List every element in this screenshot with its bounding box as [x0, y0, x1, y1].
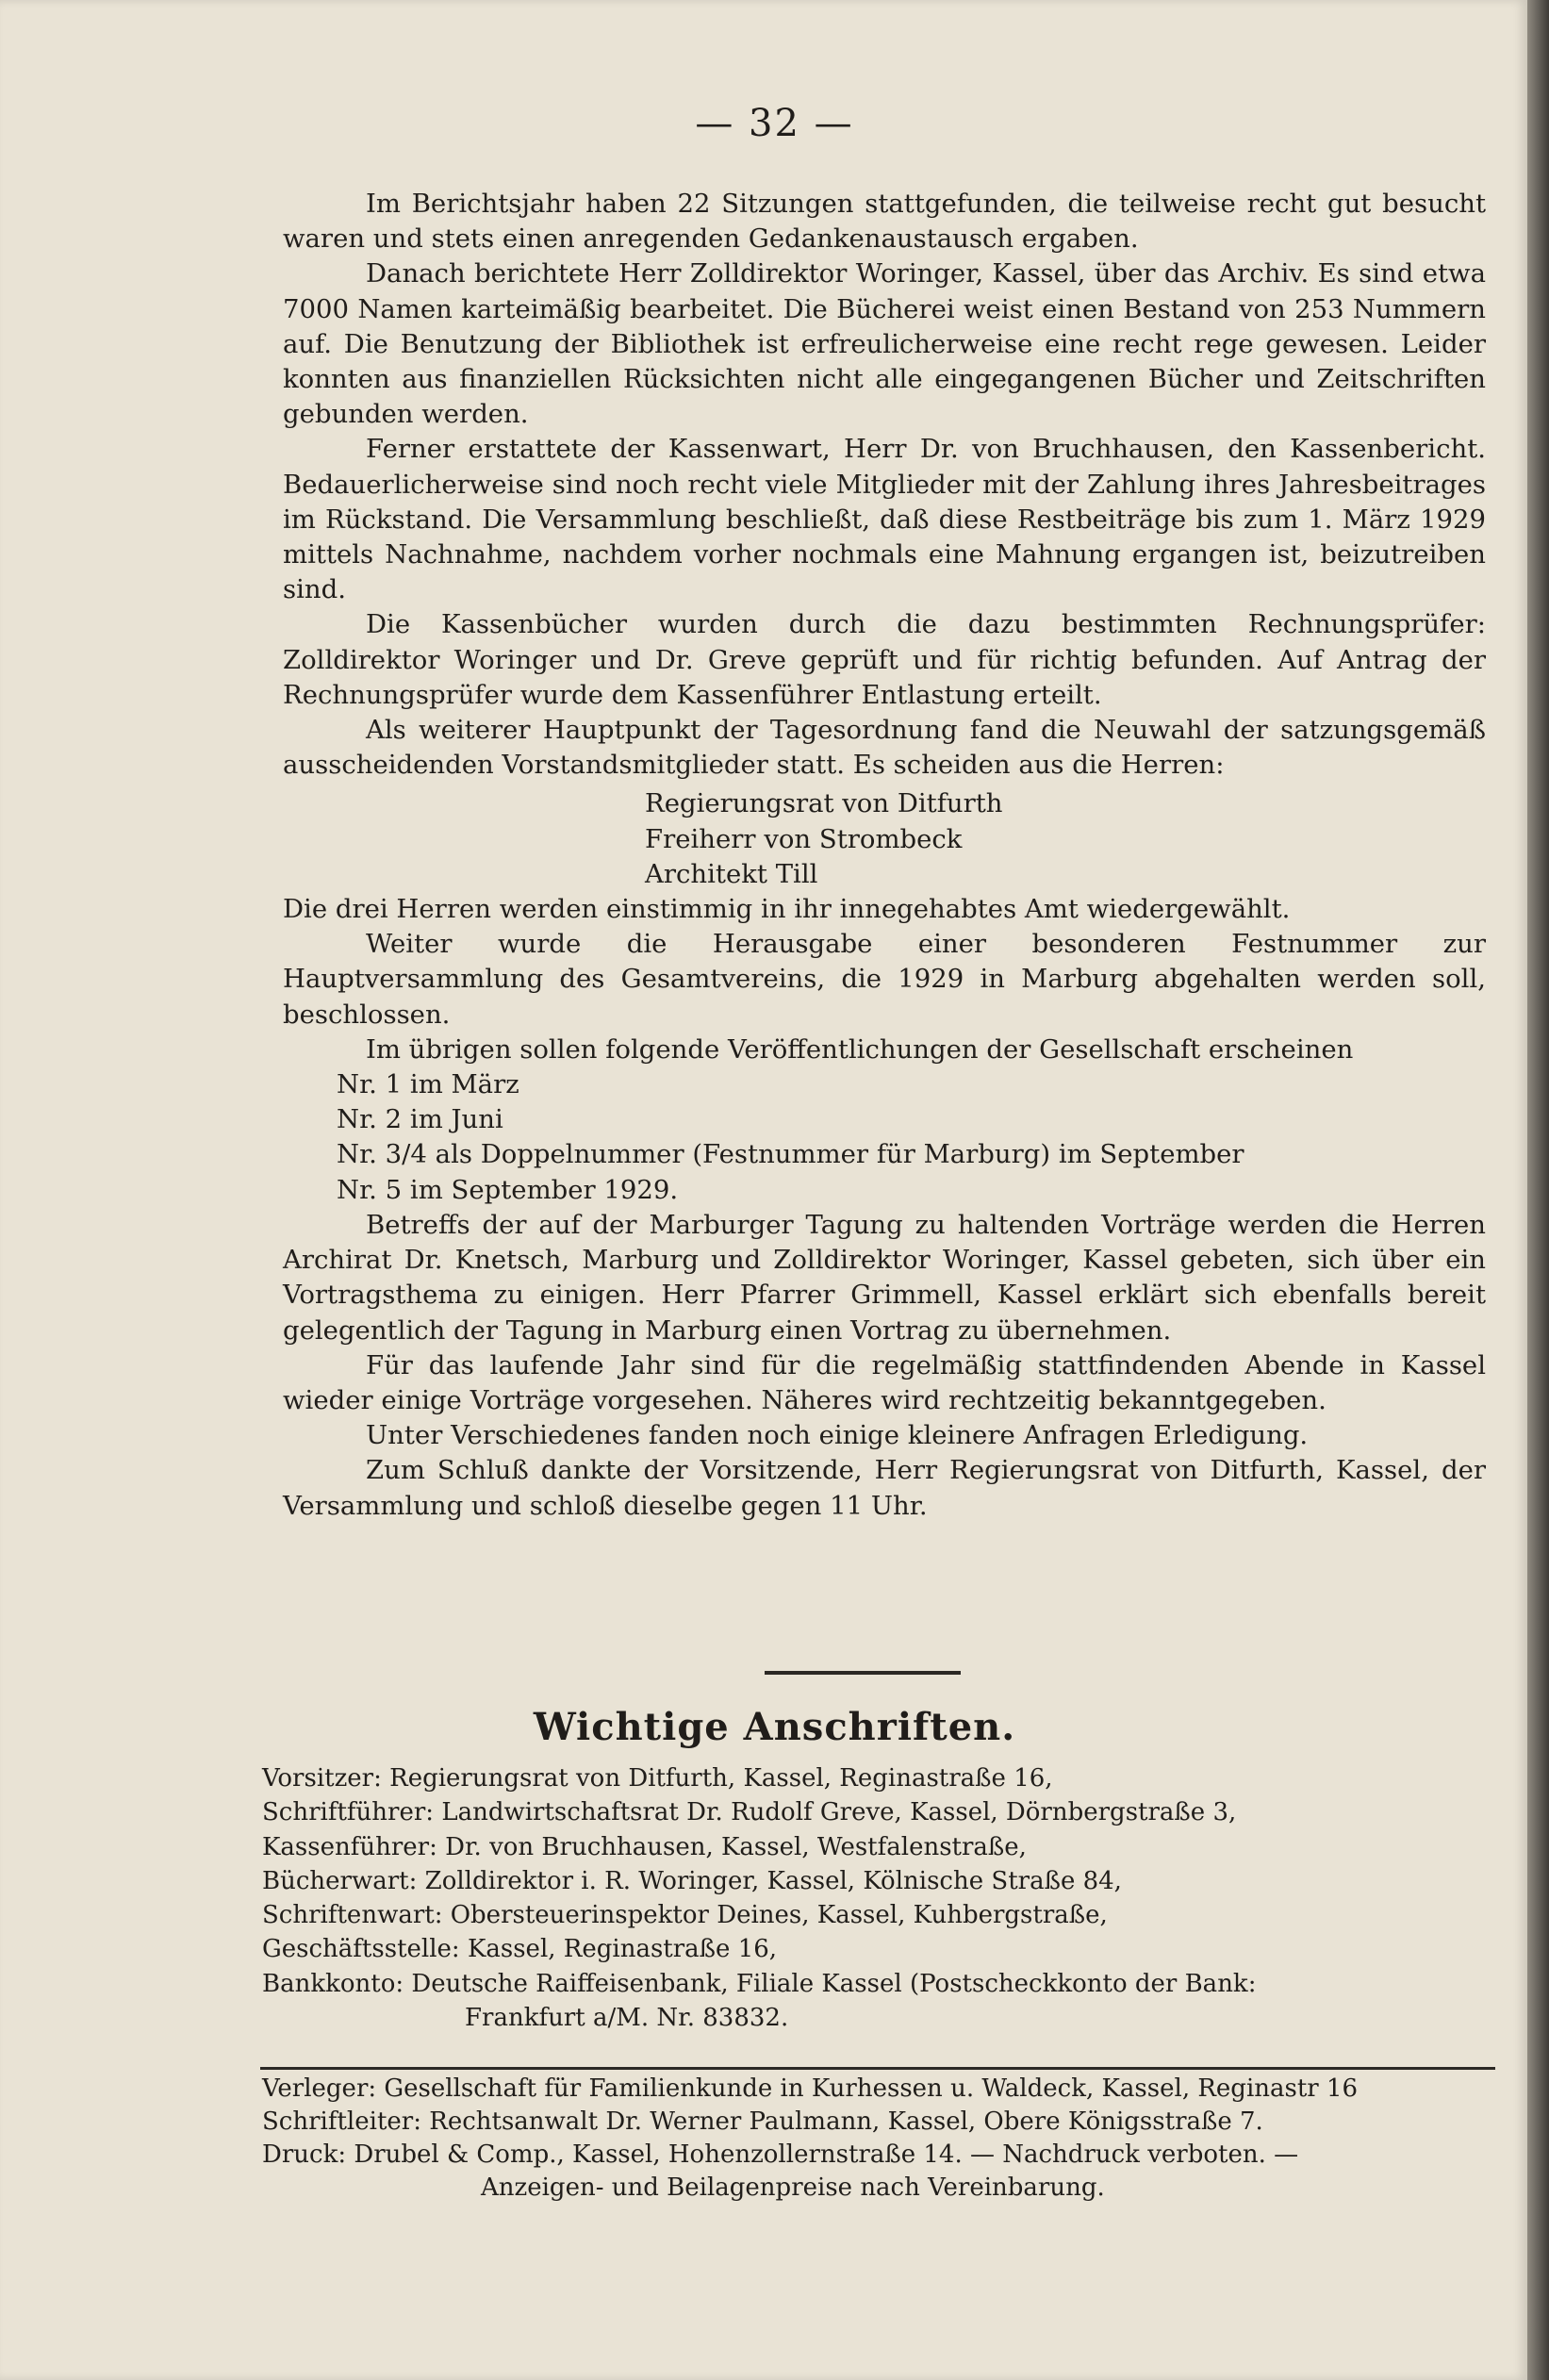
address-line: Schriftführer: Landwirtschaftsrat Dr. Rudolf Greve, Kassel, Dörnbergstraße 3,	[262, 1798, 1237, 1827]
page-edge	[1527, 0, 1549, 2380]
address-line: Vorsitzer: Regierungsrat von Ditfurth, Kassel, Reginastraße 16,	[262, 1764, 1053, 1793]
main-text	[283, 187, 1486, 1524]
publication-item: Nr. 2 im Juni	[337, 1104, 503, 1135]
paragraph-miscellaneous: Unter Verschiedenes fanden noch einige kleinere Anfragen Erledigung.	[366, 1420, 1309, 1451]
address-line-continued: Frankfurt a/M. Nr. 83832.	[465, 2004, 789, 2033]
member-item: Freiherr von Strombeck	[645, 823, 963, 854]
retiring-members-list	[645, 786, 1486, 892]
publication-item: Nr. 1 im März	[337, 1069, 519, 1100]
imprint-line: Druck: Drubel & Comp., Kassel, Hohenzollernstraße 14. — Nachdruck verboten. —	[262, 2140, 1299, 2169]
address-line: Geschäftsstelle: Kassel, Reginastraße 16,	[262, 1935, 778, 1964]
address-line: Bücherwart: Zolldirektor i. R. Woringer, Kassel, Kölnische Straße 84,	[262, 1866, 1122, 1895]
paragraph-lectures: Betreffs der auf der Marburger Tagung zu haltenden Vorträge werden die Herren Archirat Dr. Knetsch, Marburg und Zolldirektor Woringer, Kassel gebeten, sich über ein Vortragsthema zu einigen. Herr Pfarrer Grimmell, Kassel erklärt sich ebenfalls bereit gelegentlich der Tagung in Marburg einen Vortrag zu übernehmen.	[283, 1209, 1486, 1346]
page-number: — 32 —	[695, 102, 854, 145]
imprint-line: Schriftleiter: Rechtsanwalt Dr. Werner Paulmann, Kassel, Obere Königsstraße 7.	[262, 2107, 1263, 2136]
publications-list	[337, 1067, 1486, 1208]
paragraph-festschrift: Weiter wurde die Herausgabe einer besonderen Festnummer zur Hauptversammlung des Gesamtvereins, die 1929 in Marburg abgehalten werden soll, beschlossen.	[283, 929, 1486, 1030]
paragraph-meetings: Im Berichtsjahr haben 22 Sitzungen stattgefunden, die teilweise recht gut besucht waren und stets einen anregenden Gedankenaustausch ergaben.	[283, 189, 1486, 255]
paragraph-treasury: Ferner erstattete der Kassenwart, Herr Dr. von Bruchhausen, den Kassenbericht. Bedauerlicherweise sind noch recht viele Mitglieder mit der Zahlung ihres Jahresbeitrages im Rückstand. Die Versammlung beschließt, daß diese Restbeiträge bis zum 1. März 1929 mittels Nachnahme, nachdem vorher nochmals eine Mahnung ergangen ist, beizutreiben sind.	[283, 434, 1486, 605]
section-divider	[765, 1671, 961, 1675]
paragraph-closing: Zum Schluß dankte der Vorsitzende, Herr Regierungsrat von Ditfurth, Kassel, der Versammlung und schloß dieselbe gegen 11 Uhr.	[283, 1455, 1486, 1521]
imprint-line-continued: Anzeigen- und Beilagenpreise nach Vereinbarung.	[481, 2173, 1105, 2202]
publication-item: Nr. 3/4 als Doppelnummer (Festnummer für Marburg) im September	[337, 1139, 1244, 1170]
member-item: Architekt Till	[645, 858, 818, 889]
imprint-line: Verleger: Gesellschaft für Familienkunde in Kurhessen u. Waldeck, Kassel, Reginastr 16	[262, 2074, 1359, 2103]
addresses-heading: Wichtige Anschriften.	[533, 1705, 1016, 1749]
imprint-rule	[260, 2067, 1495, 2070]
paragraph-audit: Die Kassenbücher wurden durch die dazu bestimmten Rechnungsprüfer: Zolldirektor Woringer und Dr. Greve geprüft und für richtig befunden. Auf Antrag der Rechnungsprüfer wurde dem Kassenführer Entlastung erteilt.	[283, 609, 1486, 710]
paragraph-evenings: Für das laufende Jahr sind für die regelmäßig stattfindenden Abende in Kassel wieder einige Vorträge vorgesehen. Näheres wird rechtzeitig bekanntgegeben.	[283, 1349, 1486, 1415]
address-line: Schriftenwart: Obersteuerinspektor Deines, Kassel, Kuhbergstraße,	[262, 1901, 1108, 1930]
imprint	[262, 2073, 1497, 2205]
address-line: Bankkonto: Deutsche Raiffeisenbank, Filiale Kassel (Postscheckkonto der Bank:	[262, 1969, 1257, 1998]
addresses-list	[262, 1761, 1497, 2035]
member-item: Regierungsrat von Ditfurth	[645, 788, 1003, 819]
publication-item: Nr. 5 im September 1929.	[337, 1174, 679, 1205]
address-line: Kassenführer: Dr. von Bruchhausen, Kassel, Westfalenstraße,	[262, 1832, 1027, 1861]
paragraph-election: Als weiterer Hauptpunkt der Tagesordnung fand die Neuwahl der satzungsgemäß ausscheidenden Vorstandsmitglieder statt. Es scheiden aus die Herren:	[283, 715, 1486, 781]
paragraph-reelection: Die drei Herren werden einstimmig in ihr innegehabtes Amt wiedergewählt.	[283, 894, 1291, 925]
paragraph-publications: Im übrigen sollen folgende Veröffentlichungen der Gesellschaft erscheinen	[366, 1033, 1354, 1065]
paragraph-archive: Danach berichtete Herr Zolldirektor Woringer, Kassel, über das Archiv. Es sind etwa 7000 Namen karteimäßig bearbeitet. Die Bücherei weist einen Bestand von 253 Nummern auf. Die Benutzung der Bibliothek ist erfreulicherweise eine recht rege gewesen. Leider konnten aus finanziellen Rücksichten nicht alle eingegangenen Bücher und Zeitschriften gebunden werden.	[283, 258, 1486, 430]
